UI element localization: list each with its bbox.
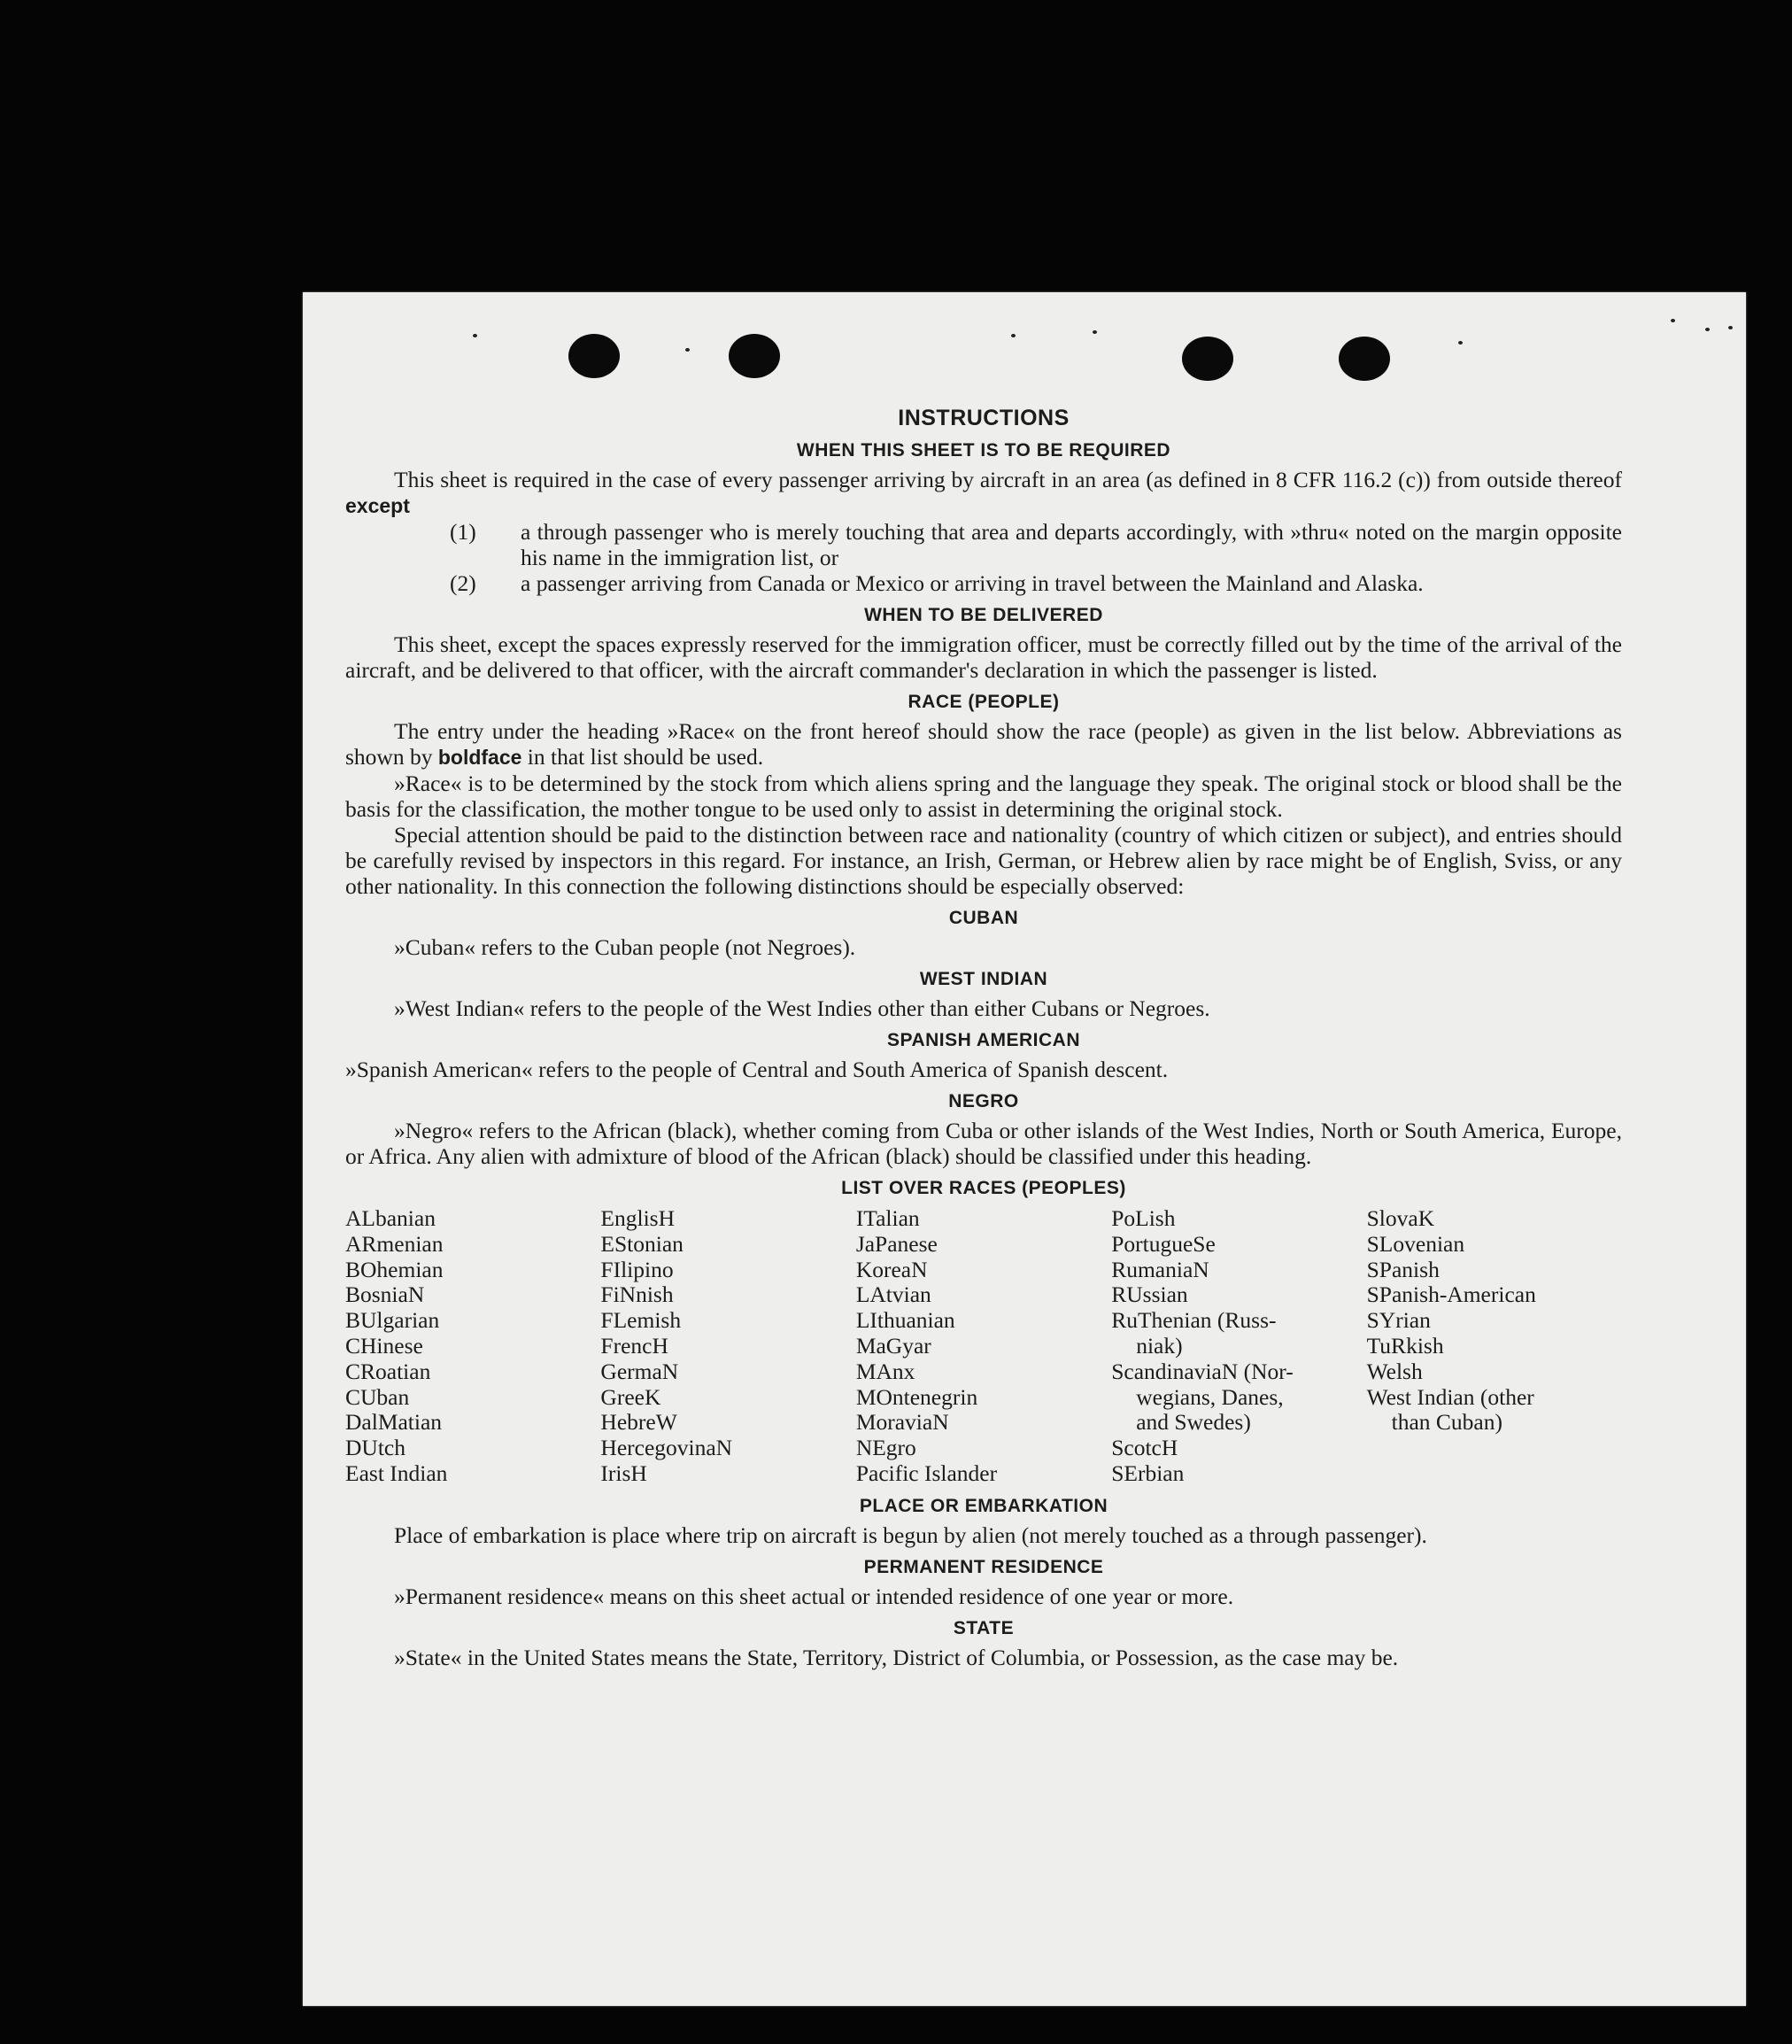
race-entry: HercegovinaN [600,1435,733,1461]
race-entry: BOhemian [345,1256,444,1282]
race-entry: RuThenian (Russ- [1111,1307,1277,1334]
west-indian-text: »West Indian« refers to the people of the West Indies other than either Cubans or Negroes. [394,995,1210,1021]
race-entry: SlovaK [1366,1205,1435,1231]
race-entry: KoreaN [855,1256,928,1282]
race-entry: Pacific Islander [855,1459,998,1486]
race-entry: CUban [345,1383,410,1410]
section-heading-races-list: LIST OVER RACES (PEOPLES) [841,1178,1126,1198]
race-entry: MoraviaN [855,1409,949,1436]
race-entry: ITalian [855,1205,920,1231]
race-entry: TuRkish [1366,1332,1444,1359]
race-entry: GreeK [600,1383,661,1410]
punch-hole [568,334,620,378]
race-entry: SPanish-American [1366,1281,1536,1308]
race-entry: FIlipino [600,1256,674,1282]
spanish-american-text: »Spanish American« refers to the people of Central and South America of Spanish descent. [345,1057,1169,1082]
sheet-content [345,406,1622,1670]
race-entry: DalMatian [345,1409,443,1436]
race-entry: SYrian [1366,1307,1431,1334]
negro-text: »Negro« refers to the African (black), whether coming from Cuba or other islands of the West Indies, North or South America, Europe, or Africa. Any alien with admixture of blood of the African (black) should be classified under this heading. [345,1118,1622,1169]
race-entry: Welsh [1366,1358,1423,1384]
section-heading-embarkation: PLACE OR EMBARKATION [859,1495,1108,1516]
race-entry: EnglisH [600,1205,675,1231]
race-paragraph-3: Special attention should be paid to the distinction between race and nationality (country of which citizen or subject), and entries should be carefully revised by inspectors in this regard. For instance, an Irish, German, or Hebrew alien by race might be of English, Sviss, or any other nationality. In this connection the following distinctions should be especially observed: [345,822,1622,899]
race-entry: ALbanian [345,1205,436,1231]
race-entry: PortugueSe [1111,1230,1216,1257]
race-entry: SPanish [1366,1256,1440,1282]
dust-speck [1671,319,1675,322]
race-entry-continued: niak) [1136,1332,1183,1359]
punch-hole [1339,337,1390,381]
race-entry: DUtch [345,1435,406,1461]
dust-speck [1728,326,1733,329]
punch-hole [1182,337,1233,381]
state-text: »State« in the United States means the State, Territory, District of Columbia, or Possession, as the case may be. [394,1644,1399,1670]
race-entry: PoLish [1111,1205,1176,1231]
race-entry: SLovenian [1366,1230,1465,1257]
section-heading-west-indian: WEST INDIAN [919,969,1048,989]
race-entry: FiNnish [600,1281,674,1308]
race-entry-continued: and Swedes) [1136,1409,1251,1436]
race-entry: GermaN [600,1358,679,1384]
race-entry: West Indian (other [1366,1383,1534,1410]
race-entry: LIthuanian [855,1307,955,1334]
race-entry: MaGyar [855,1332,931,1359]
required-item-2: (2) a passenger arriving from Canada or Mexico or arriving in travel between the Mainland and Alaska. [450,570,1424,596]
race-entry: East Indian [345,1459,448,1486]
dust-speck [473,334,477,337]
race-entry: JaPanese [855,1230,938,1257]
race-entry: RumaniaN [1111,1256,1209,1282]
punch-hole [729,334,780,378]
race-entry: CRoatian [345,1358,431,1384]
page-title: INSTRUCTIONS [898,406,1070,430]
race-entry: MAnx [855,1358,915,1384]
races-column-1 [345,1206,600,1487]
embarkation-text: Place of embarkation is place where trip on aircraft is begun by alien (not merely touched as a through passenger). [394,1521,1427,1548]
race-entry: SErbian [1111,1459,1185,1486]
race-entry-continued: wegians, Danes, [1136,1383,1284,1410]
delivered-text: This sheet, except the spaces expressly reserved for the immigration officer, must be correctly filled out by the time of the arrival of the aircraft, and be delivered to that officer, with the aircraft commander's declaration in which the passenger is listed. [345,631,1622,683]
instruction-sheet [303,292,1746,2006]
race-entry: FLemish [600,1307,682,1334]
race-entry-continued: than Cuban) [1391,1409,1502,1436]
cuban-text: »Cuban« refers to the Cuban people (not Negroes). [394,934,856,960]
dust-speck [1011,334,1016,337]
race-entry: LAtvian [855,1281,931,1308]
races-column-4 [1111,1206,1366,1487]
race-entry: ScotcH [1111,1435,1178,1461]
dust-speck [1093,330,1097,334]
section-heading-required: WHEN THIS SHEET IS TO BE REQUIRED [796,440,1171,461]
section-heading-negro: NEGRO [948,1091,1019,1111]
races-column-3 [856,1206,1111,1487]
race-entry: ARmenian [345,1230,444,1257]
race-entry: HebreW [600,1409,677,1436]
race-paragraph-2: »Race« is to be determined by the stock from which aliens spring and the language they speak. The original stock or blood shall be the basis for the classification, the mother tongue to be used only to assist in determining the original stock. [345,770,1622,822]
races-column-2 [600,1206,855,1487]
dust-speck [1458,341,1463,345]
race-entry: ScandinaviaN (Nor- [1111,1358,1294,1384]
race-entry: MOntenegrin [855,1383,978,1410]
races-list [345,1206,1622,1487]
race-entry: IrisH [600,1459,647,1486]
race-entry: EStonian [600,1230,684,1257]
race-entry: RUssian [1111,1281,1188,1308]
race-entry: NEgro [855,1435,916,1461]
section-heading-residence: PERMANENT RESIDENCE [863,1556,1104,1577]
dust-speck [685,348,690,352]
required-intro: This sheet is required in the case of every passenger arriving by aircraft in an area (as defined in 8 CFR 116.2 (c)) from outside thereof except [345,467,1622,517]
race-paragraph-1: The entry under the heading »Race« on the front hereof should show the race (people) as given in the list below. Abbreviations as shown by boldface in that list should be used. [345,718,1622,770]
race-entry: BosniaN [345,1281,425,1308]
races-column-5 [1367,1206,1622,1487]
section-heading-state: STATE [953,1617,1015,1638]
race-entry: CHinese [345,1332,423,1359]
section-heading-spanish-american: SPANISH AMERICAN [886,1030,1080,1050]
dust-speck [1705,328,1710,331]
required-item-1: (1) a through passenger who is merely touching that area and departs accordingly, with »thru« noted on the margin opposite his name in the immigration list, or [450,519,1622,570]
residence-text: »Permanent residence« means on this sheet actual or intended residence of one year or more. [394,1583,1234,1609]
race-entry: FrencH [600,1332,668,1359]
section-heading-cuban: CUBAN [948,908,1019,928]
race-entry: BUlgarian [345,1307,440,1334]
section-heading-delivered: WHEN TO BE DELIVERED [864,605,1103,625]
section-heading-race: RACE (PEOPLE) [908,692,1060,712]
